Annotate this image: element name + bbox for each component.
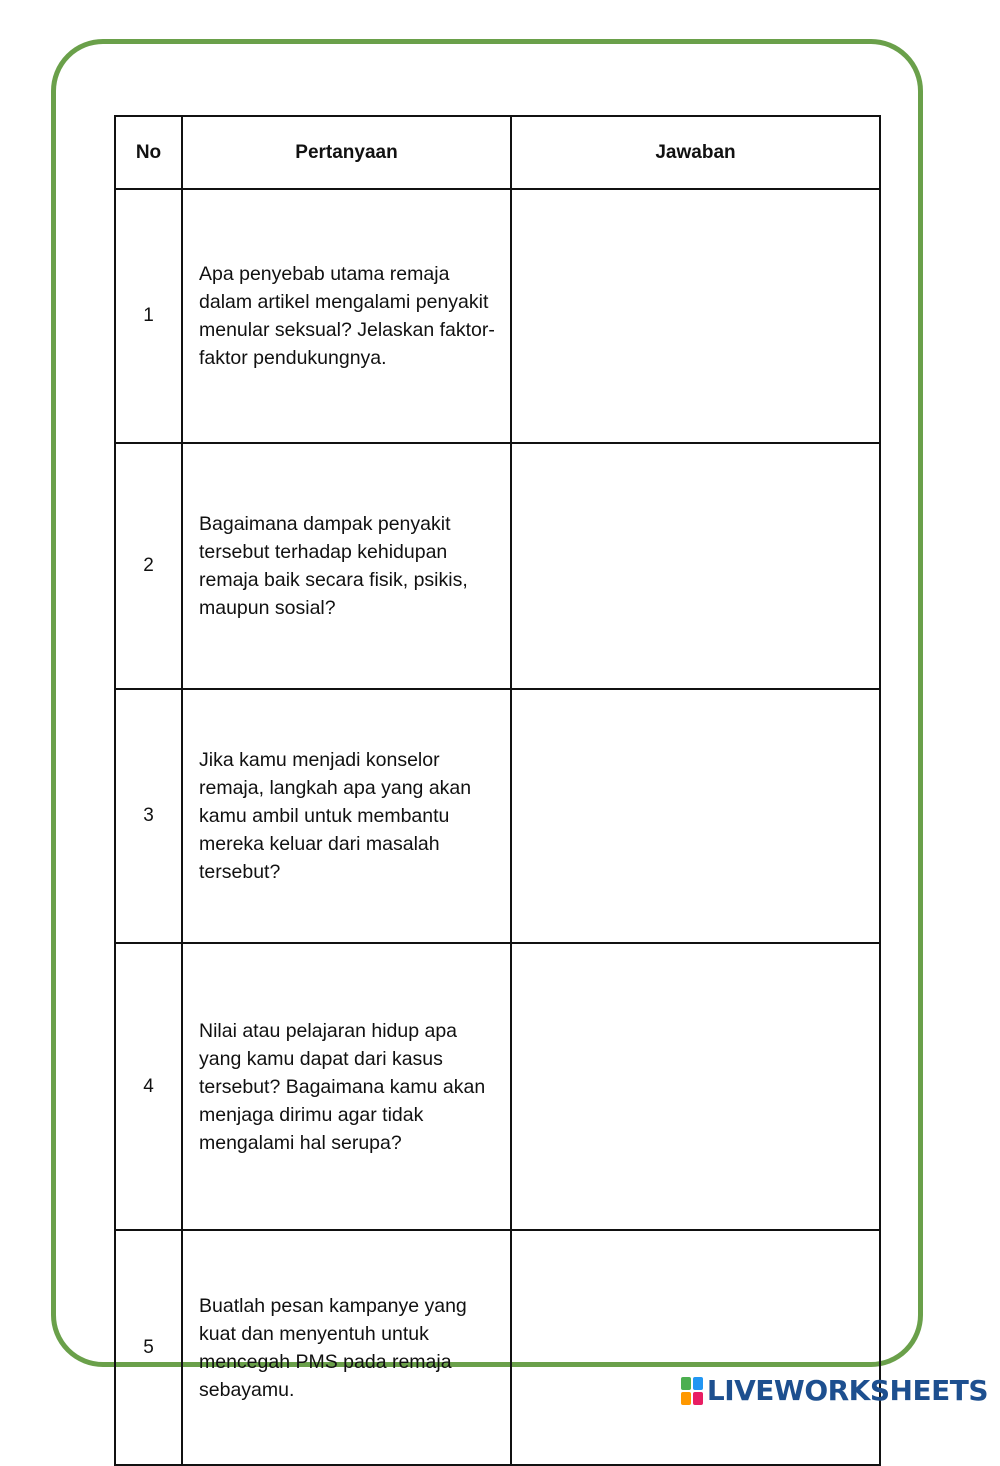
question-text: Nilai atau pelajaran hidup apa yang kamu dapat dari kasus tersebut? Bagaimana kamu akan menjaga dirimu agar tidak mengalami hal serupa? — [182, 943, 511, 1230]
question-text: Jika kamu menjadi konselor remaja, langkah apa yang akan kamu ambil untuk membantu mereka keluar dari masalah tersebut? — [182, 689, 511, 943]
header-no: No — [115, 116, 182, 189]
question-text: Apa penyebab utama remaja dalam artikel mengalami penyakit menular seksual? Jelaskan faktor-faktor pendukungnya. — [182, 189, 511, 443]
logo-square — [693, 1392, 703, 1405]
answer-input-5[interactable] — [524, 1243, 871, 1456]
answer-input-2[interactable] — [524, 456, 871, 680]
logo-square — [681, 1377, 691, 1390]
row-number: 5 — [115, 1230, 182, 1465]
logo-square — [693, 1377, 703, 1390]
answer-input-3[interactable] — [524, 702, 871, 934]
table-row — [115, 1230, 880, 1465]
answer-cell — [511, 689, 880, 943]
logo-square — [681, 1392, 691, 1405]
row-number: 3 — [115, 689, 182, 943]
row-number: 2 — [115, 443, 182, 689]
row-number: 4 — [115, 943, 182, 1230]
liveworksheets-brand — [681, 1374, 988, 1407]
answer-input-1[interactable] — [524, 202, 871, 434]
table-row — [115, 189, 880, 443]
brand-wordmark: LIVEWORKSHEETS — [706, 1374, 988, 1407]
header-answer: Jawaban — [511, 116, 880, 189]
table-header-row — [115, 116, 880, 189]
question-table — [114, 115, 881, 1466]
answer-cell — [511, 1230, 880, 1465]
question-text: Bagaimana dampak penyakit tersebut terhadap kehidupan remaja baik secara fisik, psikis, maupun sosial? — [182, 443, 511, 689]
table-row — [115, 443, 880, 689]
table-row — [115, 689, 880, 943]
question-text: Buatlah pesan kampanye yang kuat dan menyentuh untuk mencegah PMS pada remaja sebayamu. — [182, 1230, 511, 1465]
header-question: Pertanyaan — [182, 116, 511, 189]
answer-cell — [511, 943, 880, 1230]
row-number: 1 — [115, 189, 182, 443]
liveworksheets-logo-icon — [681, 1377, 703, 1405]
answer-cell — [511, 443, 880, 689]
answer-input-4[interactable] — [524, 956, 871, 1221]
answer-cell — [511, 189, 880, 443]
table-row — [115, 943, 880, 1230]
